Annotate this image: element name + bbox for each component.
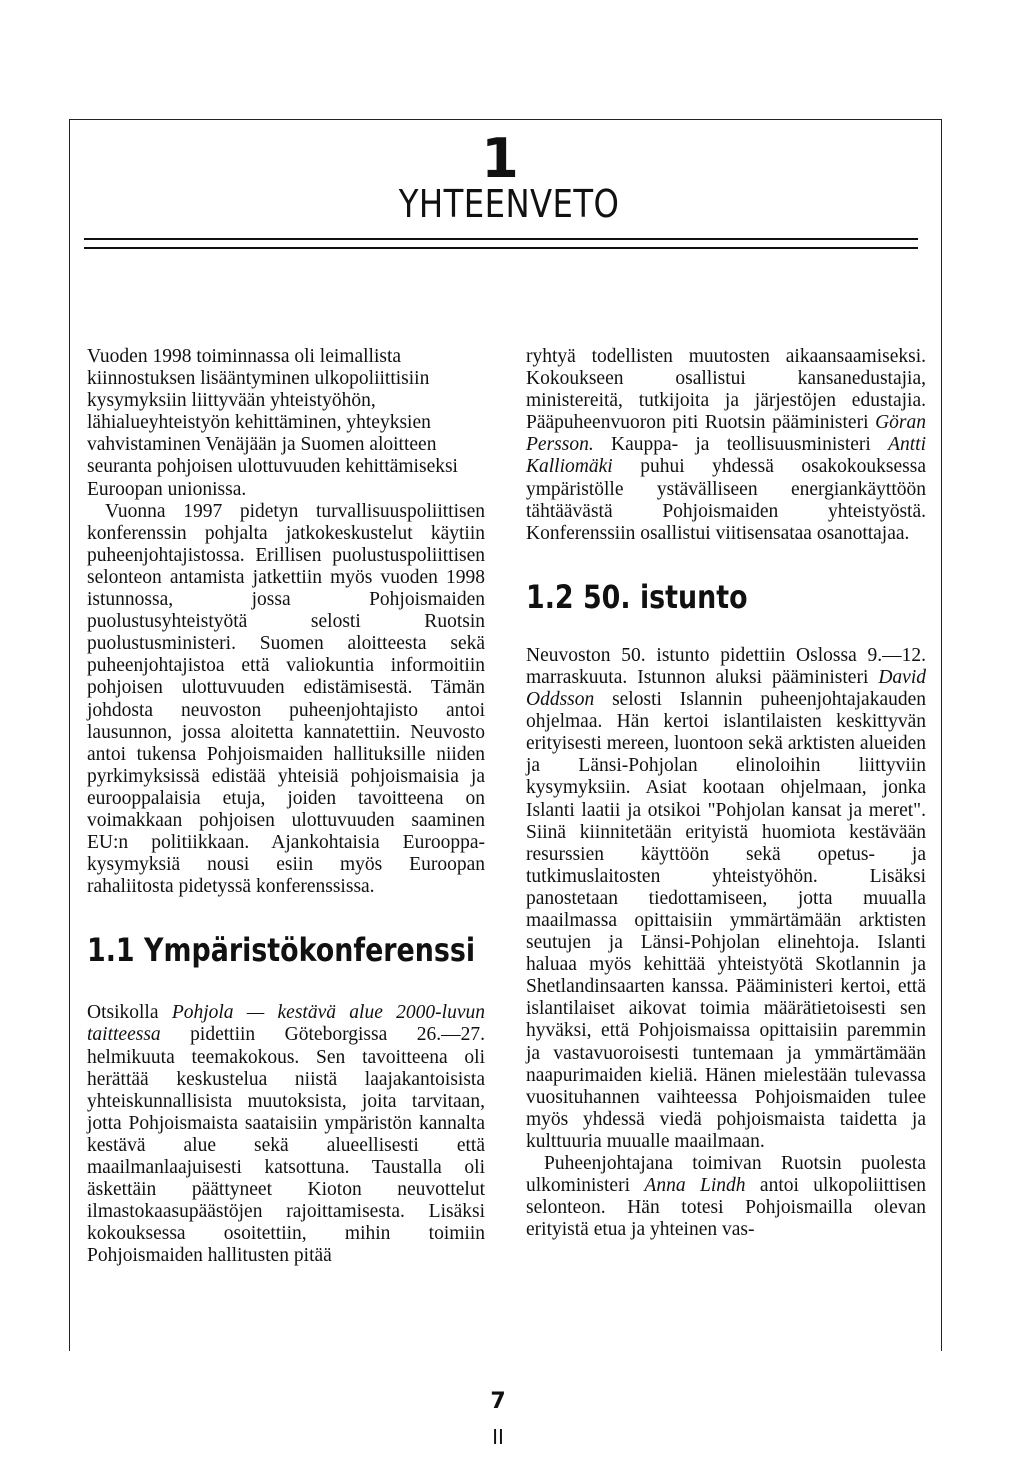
conference-continuation-paragraph [526, 346, 926, 545]
text-run: puhui yhdessä osakokouksessa ympäristölle ystävälliseen energiankäyttöön tähtäävästä Pohjoismaiden yhteistyöstä. Konferenssiin osallistui viitisensataa osanottajaa. [526, 456, 926, 544]
right-column [526, 346, 926, 1241]
text-run: selosti Islannin puheenjohtajakauden ohjelmaa. Hän kertoi islantilaisten keskittyvän erityisesti mereen, luontoon sekä arktisten alueiden ja Länsi-Pohjolan elinoloihin liittyviin kysymyksiin. Asiat kootaan ohjelmaan, jonka Islanti laatii ja otsikoi "Pohjolan kansat ja meret". Siinä kiinnitetään erityistä huomiota kestävään resurssien käyttöön sekä opetus- ja tutkimuslaitosten yhteistyöhön. Lisäksi panostetaan tiedottamiseen, jotta muualla maailmassa opittaisiin ymmärtämään arktisten seutujen ja Länsi-Pohjolan elinehtoja. Islanti haluaa myös kehittää yhteistyötä Skotlannin ja Shetlandinsaarten kanssa. Pääministeri kertoi, että islantilaiset aikovat toimia määrätietoisesti sen hyväksi, että Pohjoismaissa opittaisiin paremmin ja vastavuoroisesti tuntemaan ja ymmärtämään naapurimaiden kieliä. Hänen mielestään tulevassa vuosituhannen vaihteessa Pohjoismaiden tulee myös yhdessä viedä pohjoismaista taidetta ja kulttuuria muualle maailmaan. [526, 689, 926, 1152]
frame-top-line [69, 119, 942, 120]
title-rule-upper [84, 238, 918, 240]
chapter-number: 1 [481, 127, 519, 190]
conference-title-italic: Pohjola — kestävä alue 2000-luvun taitteessa [87, 1002, 485, 1046]
summary-paragraph-1: Vuoden 1998 toiminnassa oli leimallista kiinnostuksen lisääntyminen ulkopoliittisiin kysymyksiin liittyvään yhteistyöhön, lähialueyhteistyön kehittäminen, yhteyksien vahvistaminen Venäjään ja Suomen aloitteen seuranta pohjoisen ulottuvuuden kehittämiseksi Euroopan unionissa. [87, 346, 458, 500]
person-name-italic: Antti Kalliomäki [526, 434, 926, 478]
text-run: ryhtyä todellisten muutosten aikaansaamiseksi. Kokoukseen osallistui kansanedustajia, ministereitä, tutkijoita ja järjestöjen edustajia. Pääpuheenvuoron piti Ruotsin pääministeri [526, 346, 926, 434]
section-1-2-heading: 1.2 50. istunto [526, 577, 748, 616]
page-number: 7 [490, 1389, 506, 1414]
text-run: Kauppa- ja teollisuusministeri [593, 434, 889, 456]
frame-right-line [941, 119, 942, 1351]
person-name-italic: Anna Lindh [644, 1175, 746, 1197]
left-column [87, 346, 485, 1267]
environment-conference-paragraph [87, 1002, 485, 1267]
text-run: antoi ulkopoliittisen selonteon. Hän totesi Pohjoismailla olevan erityistä etua ja yhteinen vas- [526, 1175, 926, 1241]
session-paragraph-2 [526, 1153, 926, 1241]
summary-paragraph-2: Vuonna 1997 pidetyn turvallisuuspoliittisen konferenssin pohjalta jatkokeskustelut käytiin puheenjohtajistossa. Erillisen puolustuspoliittisen selonteon antamista jatkettiin myös vuoden 1998 istunnossa, jossa Pohjoismaiden puolustusyhteistyötä selosti Ruotsin puolustusministeri. Suomen aloitteesta sekä puheenjohtajistoa että valiokuntia informoitiin pohjoisen ulottuvuuden edistämisestä. Tämän johdosta neuvoston puheenjohtajisto antoi lausunnon, jossa aloitetta kannatettiin. Neuvosto antoi tukensa Pohjoismaiden hallituksille niiden pyrkimyksissä edistää yhteisiä pohjoismaisia ja eurooppalaisia etuja, joiden tavoitteena on voimakkaan pohjoisen ulottuvuuden saaminen EU:n politiikkaan. Ajankohtaisia Eurooppa-kysymyksiä nousi esiin myös Euroopan rahaliitosta pidetyssä konferenssissa. [87, 500, 485, 898]
title-rule-lower [84, 247, 918, 249]
session-paragraph-1 [526, 645, 926, 1153]
frame-left-line [69, 119, 70, 1351]
text-run: pidettiin Göteborgissa 26.—27. helmikuuta teemakokous. Sen tavoitteena oli herättää keskustelua niistä laajakantoisista yhteiskunnallisista muutoksista, joita tarvitaan, jotta Pohjoismaista saataisiin ympäristön kannalta kestävä alue sekä alueellisesti että maailmanlaajuisesti katsottuna. Taustalla oli äskettäin päättyneet Kioton neuvottelut ilmastokaasupäästöjen rajoittamisesta. Lisäksi kokouksessa osoitettiin, mihin toimiin Pohjoismaiden hallitusten pitää [87, 1024, 485, 1267]
text-run: Puheenjohtajana toimivan Ruotsin puolesta ulkoministeri [526, 1153, 926, 1197]
chapter-title: YHTEENVETO [398, 182, 620, 226]
text-run: Otsikolla [87, 1002, 172, 1024]
section-1-1-heading: 1.1 Ympäristökonferenssi [87, 931, 476, 970]
page-mark: II [492, 1425, 504, 1449]
person-name-italic: David Oddsson [526, 666, 926, 711]
text-run: Neuvoston 50. istunto pidettiin Oslossa 9.—12. marraskuuta. Istunnon aluksi pääministeri [526, 644, 926, 688]
person-name-italic: Göran Persson. [526, 412, 926, 456]
